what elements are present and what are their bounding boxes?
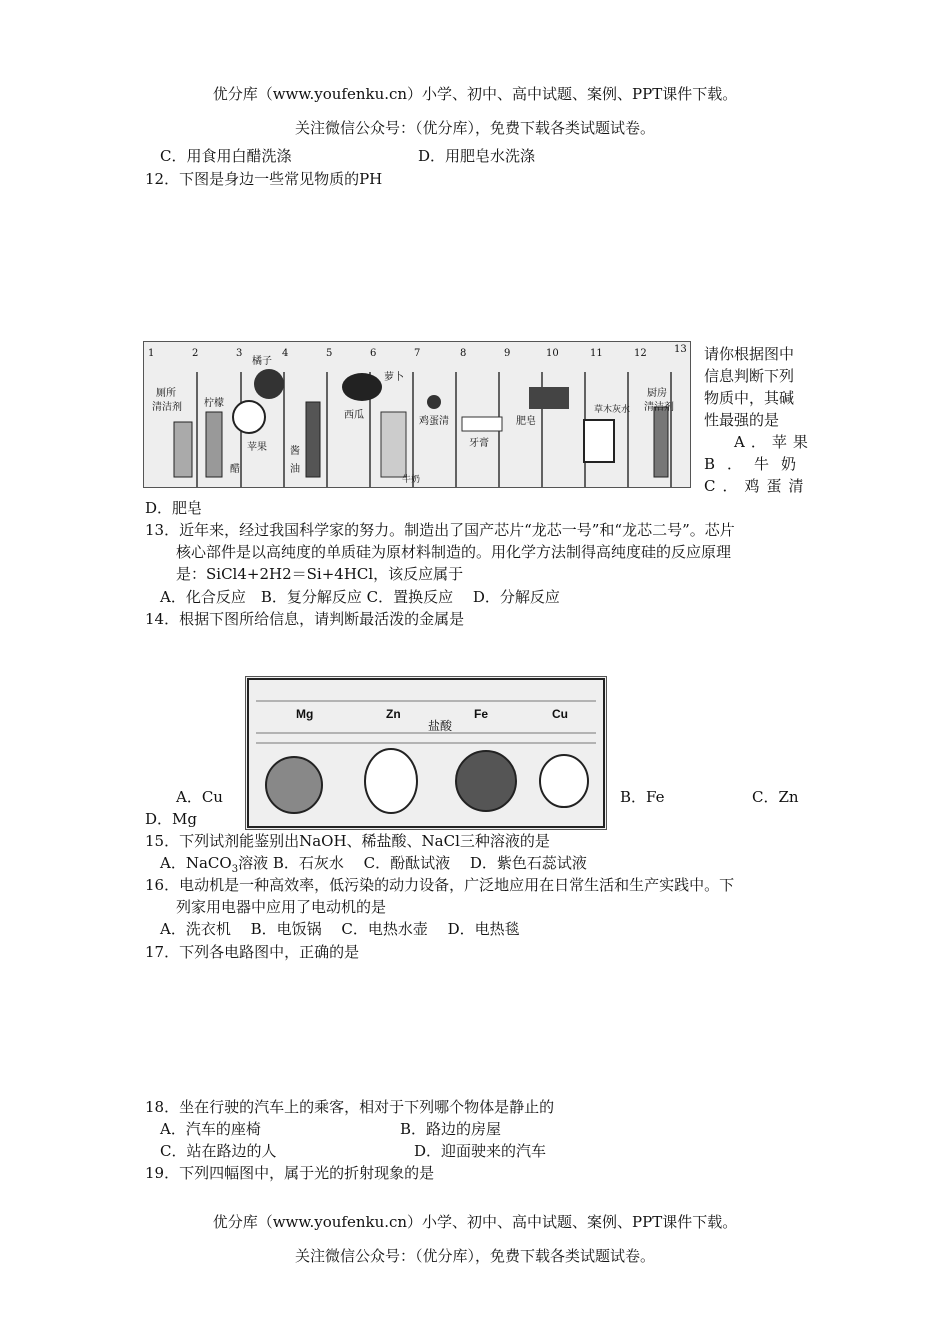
q11-option-d: D．用肥皂水洗涤 xyxy=(418,147,536,165)
q12-option-a: A．苹果 xyxy=(734,433,814,451)
q18-option-b: B．路边的房屋 xyxy=(400,1120,502,1138)
ph-label: 清洁剂 xyxy=(152,402,182,413)
q14-option-d: D．Mg xyxy=(145,810,197,828)
header-line-2: 关注微信公众号：（优分库），免费下载各类试题试卷。 xyxy=(294,119,655,137)
metal-acid-drawing xyxy=(246,677,606,829)
q12-option-c: C．鸡蛋清 xyxy=(704,477,811,495)
q12-stem: 12．下图是身边一些常见物质的PH xyxy=(145,170,383,188)
footer-line-2: 关注微信公众号：（优分库），免费下载各类试题试卷。 xyxy=(294,1247,655,1265)
q18-stem: 18．坐在行驶的汽车上的乘客，相对于下列哪个物体是静止的 xyxy=(145,1098,555,1116)
q15-option-a-tail: 溶液 xyxy=(238,854,269,872)
q12-option-b: B．牛奶 xyxy=(704,455,809,473)
metal-label: Mg xyxy=(296,707,314,721)
metal-label: Cu xyxy=(552,707,568,721)
ph-tick: 1 xyxy=(148,348,155,359)
ph-tick: 10 xyxy=(546,348,559,359)
metal-label: Fe xyxy=(474,707,489,721)
q12-option-d: D．肥皂 xyxy=(145,499,203,517)
q14-option-c: C．Zn xyxy=(752,788,799,806)
footer-line-1: 优分库（www.youfenku.cn）小学、初中、高中试题、案例、PPT课件下载。 xyxy=(212,1213,738,1231)
ph-label: 草木灰水 xyxy=(594,405,631,415)
ph-label: 肥皂 xyxy=(516,416,536,427)
ph-label: 萝卜 xyxy=(384,372,404,383)
q13-options: A．化合反应 B．复分解反应 C．置换反应 D．分解反应 xyxy=(160,588,560,606)
q12-side-line-3: 物质中，其碱 xyxy=(704,389,795,407)
ph-tick: 13 xyxy=(674,344,687,355)
ph-scale-figure xyxy=(143,341,691,488)
q15-options-rest: B．石灰水 C．酚酞试液 D．紫色石蕊试液 xyxy=(272,854,587,872)
q16-stem-1: 16．电动机是一种高效率，低污染的动力设备，广泛地应用在日常生活和生产实践中。下 xyxy=(145,876,735,894)
ph-label: 清洁剂 xyxy=(644,402,674,413)
ph-tick: 3 xyxy=(236,348,243,359)
ph-tick: 7 xyxy=(414,348,421,359)
ph-label: 牙膏 xyxy=(469,438,489,449)
q18-option-c: C．站在路边的人 xyxy=(160,1142,277,1160)
ph-tick: 8 xyxy=(460,348,467,359)
q12-side-line-1: 请你根据图中 xyxy=(704,345,795,363)
ph-label: 橘子 xyxy=(252,356,272,367)
q12-side-line-4: 性最强的是 xyxy=(704,411,780,429)
q16-stem-2: 列家用电器中应用了电动机的是 xyxy=(176,898,387,916)
q15-option-a: A．NaCO xyxy=(160,854,232,872)
q14-stem: 14．根据下图所给信息，请判断最活泼的金属是 xyxy=(145,610,465,628)
q17-stem: 17．下列各电路图中，正确的是 xyxy=(145,943,360,961)
acid-label: 盐酸 xyxy=(428,719,453,733)
ph-tick: 4 xyxy=(282,348,289,359)
q13-stem-3: 是：SiCl4+2H2＝Si+4HCl，该反应属于 xyxy=(176,565,464,583)
ph-tick: 12 xyxy=(634,348,647,359)
q14-option-b: B．Fe xyxy=(620,788,665,806)
metal-acid-figure xyxy=(245,676,607,830)
ph-label: 厨房 xyxy=(647,388,667,399)
q15-subscript: 3 xyxy=(231,864,239,875)
ph-tick: 6 xyxy=(370,348,377,359)
ph-label: 醋 xyxy=(230,464,240,475)
q13-stem-2: 核心部件是以高纯度的单质硅为原材料制造的。用化学方法制得高纯度硅的反应原理 xyxy=(176,543,732,561)
ph-label: 柠檬 xyxy=(204,398,224,409)
ph-tick: 9 xyxy=(504,348,511,359)
ph-label: 苹果 xyxy=(247,442,267,453)
ph-label: 鸡蛋清 xyxy=(419,416,449,427)
ph-tick: 2 xyxy=(192,348,199,359)
ph-label: 西瓜 xyxy=(344,410,364,421)
q11-option-c: C．用食用白醋洗涤 xyxy=(160,147,292,165)
q15-stem: 15．下列试剂能鉴别出NaOH、稀盐酸、NaCl三种溶液的是 xyxy=(145,832,550,850)
ph-tick: 11 xyxy=(590,348,603,359)
q18-option-d: D．迎面驶来的汽车 xyxy=(414,1142,547,1160)
metal-label: Zn xyxy=(386,707,401,721)
q16-options: A．洗衣机 B．电饭锅 C．电热水壶 D．电热毯 xyxy=(160,920,520,938)
header-line-1: 优分库（www.youfenku.cn）小学、初中、高中试题、案例、PPT课件下载。 xyxy=(212,85,738,103)
ph-label: 油 xyxy=(290,464,300,475)
ph-label: 牛奶 xyxy=(402,475,421,485)
q18-option-a: A．汽车的座椅 xyxy=(160,1120,261,1138)
q14-option-a: A．Cu xyxy=(176,788,223,806)
q12-side-line-2: 信息判断下列 xyxy=(704,367,795,385)
q19-stem: 19．下列四幅图中，属于光的折射现象的是 xyxy=(145,1164,435,1182)
ph-label: 厕所 xyxy=(156,388,176,399)
q13-stem-1: 13．近年来，经过我国科学家的努力。制造出了国产芯片“龙芯一号”和“龙芯二号”。芯片 xyxy=(145,521,735,539)
ph-tick: 5 xyxy=(326,348,333,359)
ph-label: 酱 xyxy=(290,446,300,457)
